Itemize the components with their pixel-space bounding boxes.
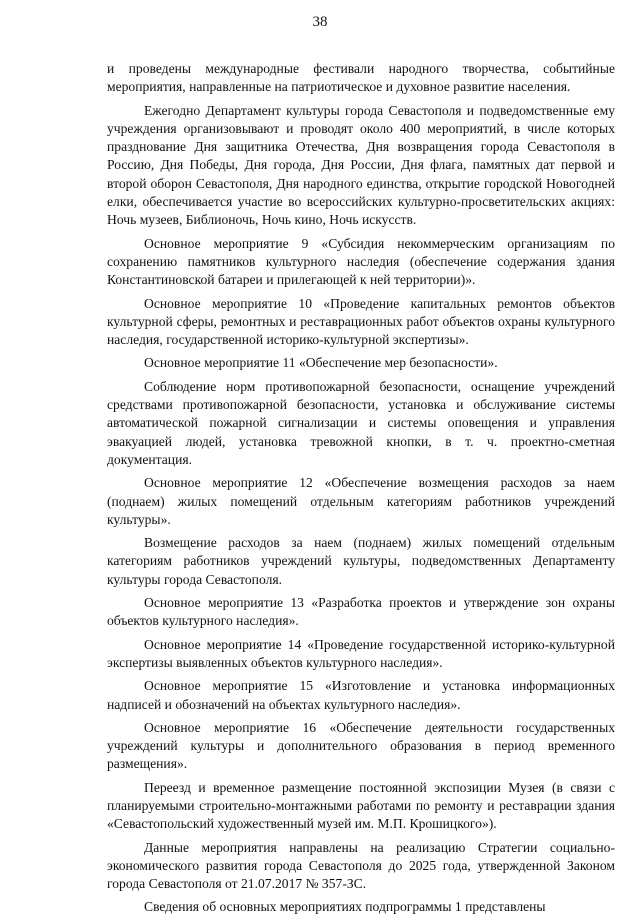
paragraph: Основное мероприятие 12 «Обеспечение возмещения расходов за наем (поднаем) жилых помещений отдельным категориям работников учреждений культуры». (107, 475, 615, 527)
paragraph: Основное мероприятие 10 «Проведение капитальных ремонтов объектов культурной сферы, ремонтных и реставрационных работ объектов охраны культурного наследия, государственной историко-культурной экспертизы». (107, 295, 615, 348)
paragraph: Соблюдение норм противопожарной безопасности, оснащение учреждений средствами противопожарной безопасности, установка и обслуживание системы автоматической пожарной сигнализации и системы оповещения и управления эвакуацией людей, установка тревожной кнопки, в т. ч. проектно-сметная документация. (107, 378, 615, 467)
paragraph: Основное мероприятие 15 «Изготовление и установка информационных надписей и обозначений на объектах культурного наследия». (107, 678, 615, 712)
paragraph: и проведены международные фестивали народного творчества, событийные мероприятия, направленные на патриотическое и духовное развитие населения. (107, 61, 615, 95)
document-body (107, 60, 615, 922)
paragraph: Основное мероприятие 14 «Проведение государственной историко-культурной экспертизы выявленных объектов культурного наследия». (107, 636, 615, 670)
paragraph: Данные мероприятия направлены на реализацию Стратегии социально-экономического развития города Севастополя до 2025 года, утвержденной Законом города Севастополя от 21.07.2017 № 357-ЗС. (107, 839, 615, 892)
paragraph: Основное мероприятие 16 «Обеспечение деятельности государственных учреждений культуры и дополнительного образования в период временного размещения». (107, 719, 615, 772)
paragraph: Возмещение расходов за наем (поднаем) жилых помещений отдельным категориям работников учреждений культуры, подведомственных Департаменту культуры города Севастополя. (107, 535, 615, 587)
paragraph: Основное мероприятие 13 «Разработка проектов и утверждение зон охраны объектов культурного наследия». (107, 595, 615, 629)
page-number: 38 (312, 14, 328, 30)
paragraph: Основное мероприятие 9 «Субсидия некоммерческим организациям по сохранению памятников культурного наследия (обеспечение содержания здания Константиновской батареи и прилегающей к ней территории)». (107, 235, 615, 288)
paragraph: Ежегодно Департамент культуры города Севастополя и подведомственные ему учреждения организовывают и проводят около 400 мероприятий, в числе которых празднование Дня защитника Отечества, Дня возвращения города Севастополя в Россию, Дня Победы, Дня города, Дня России, Дня флага, памятных дат первой и второй оборон Севастополя, Дня народного единства, открытие городской Новогодней елки, обеспечивается участие во всероссийских культурно-просветительских акциях: Ночь музеев, Библионочь, Ночь кино, Ночь искусств. (107, 102, 615, 228)
paragraph: Переезд и временное размещение постоянной экспозиции Музея (в связи с планируемыми строительно-монтажными работами по ремонту и реставрации здания «Севастопольский художественный музей им. М.П. Крошицкого»). (107, 779, 615, 832)
paragraph: Сведения об основных мероприятиях подпрограммы 1 представлены (144, 899, 546, 915)
paragraph: Основное мероприятие 11 «Обеспечение мер безопасности». (144, 355, 498, 371)
